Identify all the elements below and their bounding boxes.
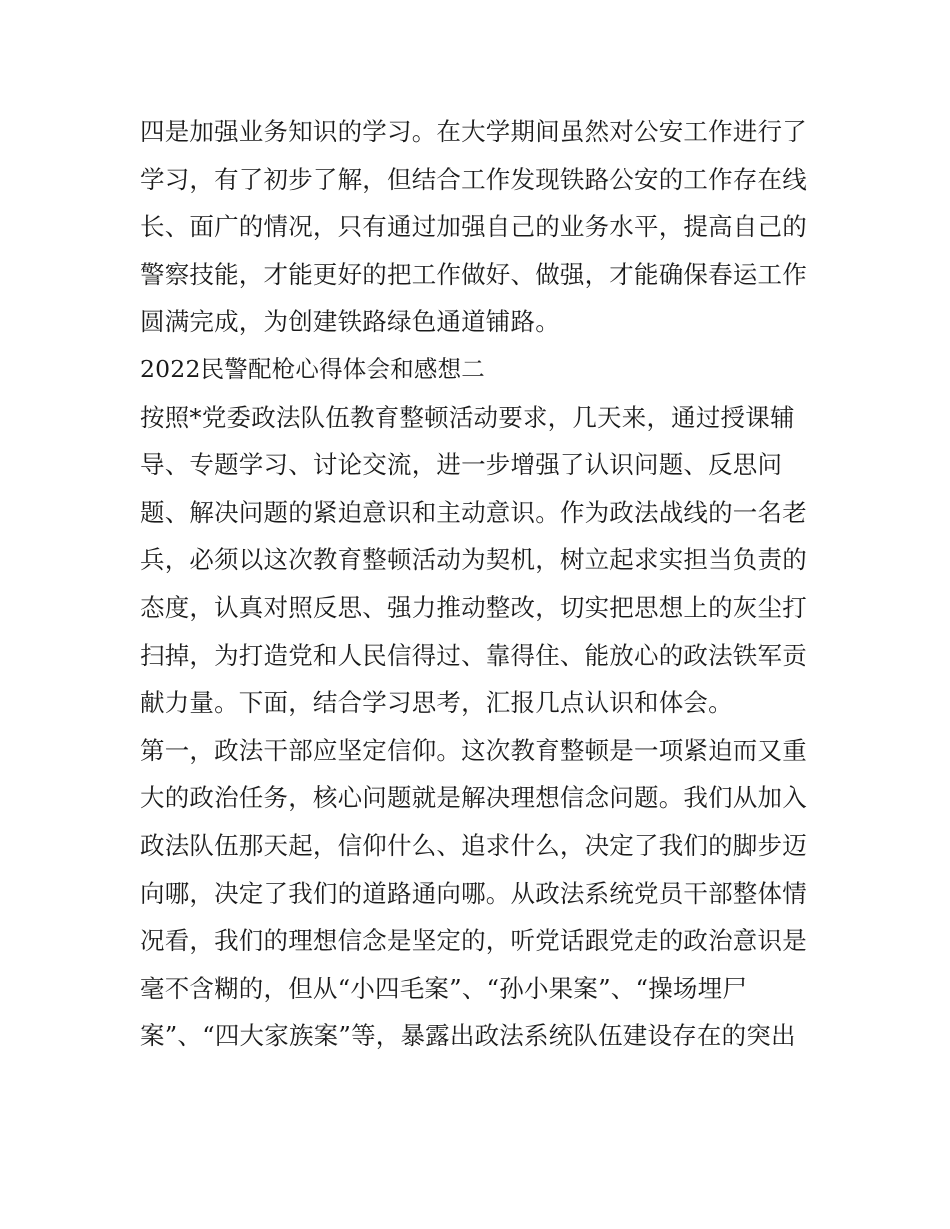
text-line: 况看，我们的理想信念是坚定的，听党话跟党走的政治意识是: [140, 926, 807, 956]
text-line: 长、面广的情况，只有通过加强自己的业务水平，提高自己的: [140, 212, 807, 242]
text-line: 政法队伍那天起，信仰什么、追求什么，决定了我们的脚步迈: [140, 830, 807, 860]
text-line: 案”、“四大家族案”等，暴露出政法系统队伍建设存在的突出: [140, 1021, 796, 1051]
text-line: 学习，有了初步了解，但结合工作发现铁路公安的工作存在线: [140, 164, 807, 194]
text-line: 向哪，决定了我们的道路通向哪。从政法系统党员干部整体情: [140, 878, 807, 908]
text-line: 第一，政法干部应坚定信仰。这次教育整顿是一项紧迫而又重: [140, 735, 807, 765]
text-line: 警察技能，才能更好的把工作做好、做强，才能确保春运工作: [140, 259, 807, 289]
text-line: 扫掉，为打造党和人民信得过、靠得住、能放心的政法铁军贡: [140, 640, 807, 670]
text-line: 大的政治任务，核心问题就是解决理想信念问题。我们从加入: [140, 783, 807, 813]
text-line: 态度，认真对照反思、强力推动整改，切实把思想上的灰尘打: [140, 592, 807, 622]
text-line: 题、解决问题的紧迫意识和主动意识。作为政法战线的一名老: [140, 497, 807, 527]
text-line: 按照*党委政法队伍教育整顿活动要求，几天来，通过授课辅: [140, 402, 795, 432]
text-line: 毫不含糊的，但从“小四毛案”、“孙小果案”、“操场埋尸: [140, 973, 748, 1003]
document-body: [140, 108, 820, 1060]
section-heading: 2022民警配枪心得体会和感想二: [140, 354, 486, 383]
text-line: 献力量。下面，结合学习思考，汇报几点认识和体会。: [140, 688, 733, 718]
text-line: 兵，必须以这次教育整顿活动为契机，树立起求实担当负责的: [140, 545, 807, 575]
text-line: 四是加强业务知识的学习。在大学期间虽然对公安工作进行了: [140, 117, 807, 146]
text-line: 圆满完成，为创建铁路绿色通道铺路。: [140, 307, 560, 337]
text-line: 导、专题学习、讨论交流，进一步增强了认识问题、反思问: [140, 450, 783, 480]
